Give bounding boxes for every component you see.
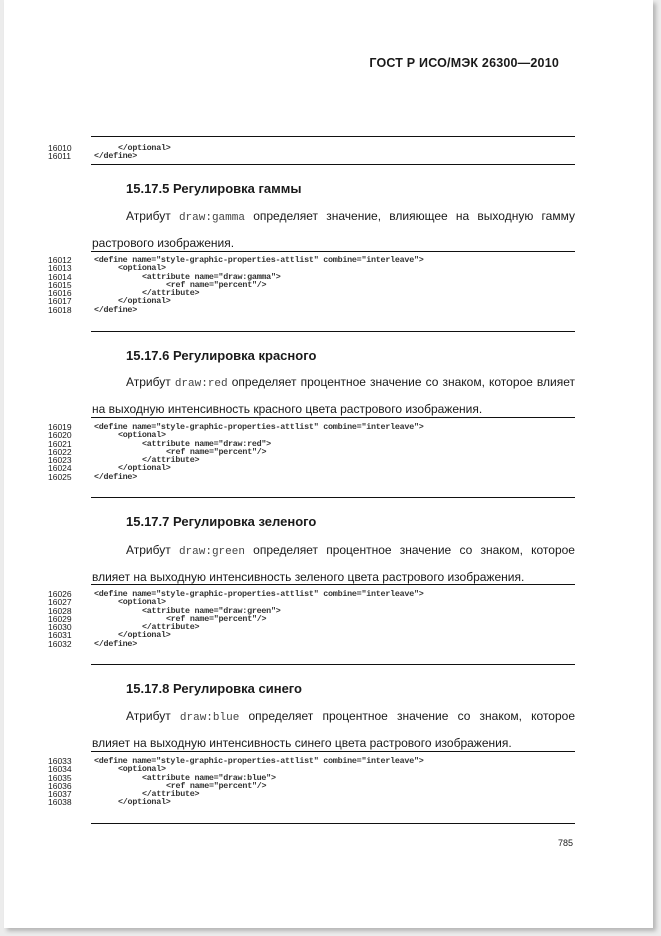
code-line [4, 289, 653, 297]
code-text: <attribute name="draw:gamma"> [142, 271, 281, 282]
code-text: <define name="style-graphic-properties-attlist" combine="interleave"> [94, 255, 424, 265]
listing-bottom-rule [91, 664, 575, 665]
code-line [4, 590, 653, 598]
section-heading-gamma: 15.17.5 Регулировка гаммы [126, 181, 302, 196]
code-line [4, 440, 653, 448]
code-text: <optional> [118, 430, 166, 441]
para-prefix: Атрибут [126, 709, 171, 723]
code-line [4, 640, 653, 648]
para-prefix: Атрибут [126, 209, 171, 223]
line-number: 16038 [48, 797, 72, 808]
document-page [4, 0, 653, 928]
line-number: 16029 [48, 613, 72, 624]
line-number: 16027 [48, 597, 72, 608]
line-number: 16037 [48, 789, 72, 800]
section-paragraph-red [92, 370, 575, 422]
attribute-name: draw:gamma [178, 212, 245, 224]
page-number: 785 [558, 838, 574, 848]
attribute-name: draw:green [178, 546, 245, 558]
line-number: 16024 [48, 463, 72, 474]
code-line [4, 473, 653, 481]
code-text: <ref name="percent"/> [166, 446, 267, 457]
code-text: <optional> [118, 263, 166, 274]
code-line [4, 623, 653, 631]
code-text: </optional> [118, 463, 171, 474]
document-header: ГОСТ Р ИСО/МЭК 26300—2010 [369, 56, 559, 70]
code-text: </define> [94, 304, 137, 315]
code-line [4, 281, 653, 289]
line-number: 16010 [48, 143, 72, 153]
code-text: <attribute name="draw:red"> [142, 438, 271, 449]
code-listing-blue [4, 757, 653, 807]
line-number: 16026 [48, 589, 72, 599]
code-listing-red [4, 423, 653, 481]
code-text: </define> [94, 638, 137, 649]
para-prefix: Атрибут [126, 543, 171, 557]
code-line [4, 448, 653, 456]
para-suffix: определяет процентное значение со знаком, которое влияет на выходную интенсивность зеленого цвета растрового изображения. [92, 543, 575, 584]
line-number: 16033 [48, 756, 72, 766]
code-text: </attribute> [142, 288, 200, 299]
code-text: </optional> [118, 797, 171, 808]
code-line [4, 757, 653, 765]
listing-top-rule [91, 251, 575, 252]
line-number: 16020 [48, 430, 72, 441]
section-heading-blue: 15.17.8 Регулировка синего [126, 681, 302, 696]
code-text: <ref name="percent"/> [166, 279, 267, 290]
code-line [4, 782, 653, 790]
code-text: </optional> [118, 296, 171, 307]
line-number: 16032 [48, 638, 72, 649]
listing-bottom-rule [91, 331, 575, 332]
para-suffix: определяет процентное значение со знаком, которое влияет на выходную интенсивность синего цвета растрового изображения. [92, 709, 576, 750]
listing-top-rule [91, 136, 575, 137]
code-text: <optional> [118, 597, 166, 608]
code-line [4, 423, 653, 431]
line-number: 16031 [48, 630, 72, 641]
listing-top-rule [91, 751, 575, 752]
para-prefix: Атрибут [126, 375, 171, 389]
listing-bottom-rule [91, 823, 575, 824]
line-number: 16011 [48, 151, 72, 162]
line-number: 16036 [48, 780, 72, 791]
code-text: <attribute name="draw:blue"> [142, 772, 276, 783]
code-line [4, 256, 653, 264]
line-number: 16016 [48, 288, 72, 299]
code-text: </optional> [118, 630, 171, 641]
code-line [4, 431, 653, 439]
code-line [4, 273, 653, 281]
line-number: 16015 [48, 279, 72, 290]
section-paragraph-gamma [92, 204, 575, 256]
code-text: <define name="style-graphic-properties-attlist" combine="interleave"> [94, 422, 424, 432]
code-text: </attribute> [142, 455, 200, 466]
section-paragraph-blue [92, 704, 575, 756]
code-line [4, 765, 653, 773]
section-heading-red: 15.17.6 Регулировка красного [126, 348, 317, 363]
code-text: </define> [94, 151, 137, 162]
line-number: 16014 [48, 271, 72, 282]
para-suffix: определяет значение, влияющее на выходную гамму растрового изображения. [92, 209, 575, 250]
code-text: <define name="style-graphic-properties-attlist" combine="interleave"> [94, 589, 424, 599]
code-line [4, 774, 653, 782]
listing-top-rule [91, 584, 575, 585]
line-number: 16028 [48, 605, 72, 616]
code-text: </define> [94, 471, 137, 482]
code-line [4, 306, 653, 314]
listing-bottom-rule [91, 497, 575, 498]
line-number: 16017 [48, 296, 72, 307]
line-number: 16022 [48, 446, 72, 457]
code-listing-gamma [4, 256, 653, 314]
code-listing-green [4, 590, 653, 648]
code-line [4, 615, 653, 623]
line-number: 16019 [48, 422, 72, 432]
code-text: <optional> [118, 764, 166, 775]
attribute-name: draw:blue [179, 712, 240, 724]
code-line [4, 607, 653, 615]
code-text: <ref name="percent"/> [166, 613, 267, 624]
listing-bottom-rule [91, 164, 575, 165]
line-number: 16021 [48, 438, 72, 449]
code-line [4, 456, 653, 464]
line-number: 16023 [48, 455, 72, 466]
code-line [4, 798, 653, 806]
line-number: 16025 [48, 471, 72, 482]
code-line [4, 264, 653, 272]
code-text: <ref name="percent"/> [166, 780, 267, 791]
code-line [4, 598, 653, 606]
section-heading-green: 15.17.7 Регулировка зеленого [126, 514, 317, 529]
code-listing-0 [4, 144, 653, 161]
code-line [4, 790, 653, 798]
line-number: 16030 [48, 622, 72, 633]
code-text: </attribute> [142, 622, 200, 633]
line-number: 16034 [48, 764, 72, 775]
code-text: <define name="style-graphic-properties-attlist" combine="interleave"> [94, 756, 424, 766]
code-line [4, 152, 653, 160]
line-number: 16012 [48, 255, 72, 265]
attribute-name: draw:red [174, 378, 228, 390]
code-text: <attribute name="draw:green"> [142, 605, 281, 616]
code-text: </optional> [118, 143, 171, 153]
line-number: 16013 [48, 263, 72, 274]
line-number: 16018 [48, 304, 72, 315]
code-text: </attribute> [142, 789, 200, 800]
section-paragraph-green [92, 538, 575, 590]
line-number: 16035 [48, 772, 72, 783]
listing-top-rule [91, 417, 575, 418]
para-suffix: определяет процентное значение со знаком, которое влияет на выходную интенсивность красного цвета растрового изображения. [92, 375, 576, 416]
